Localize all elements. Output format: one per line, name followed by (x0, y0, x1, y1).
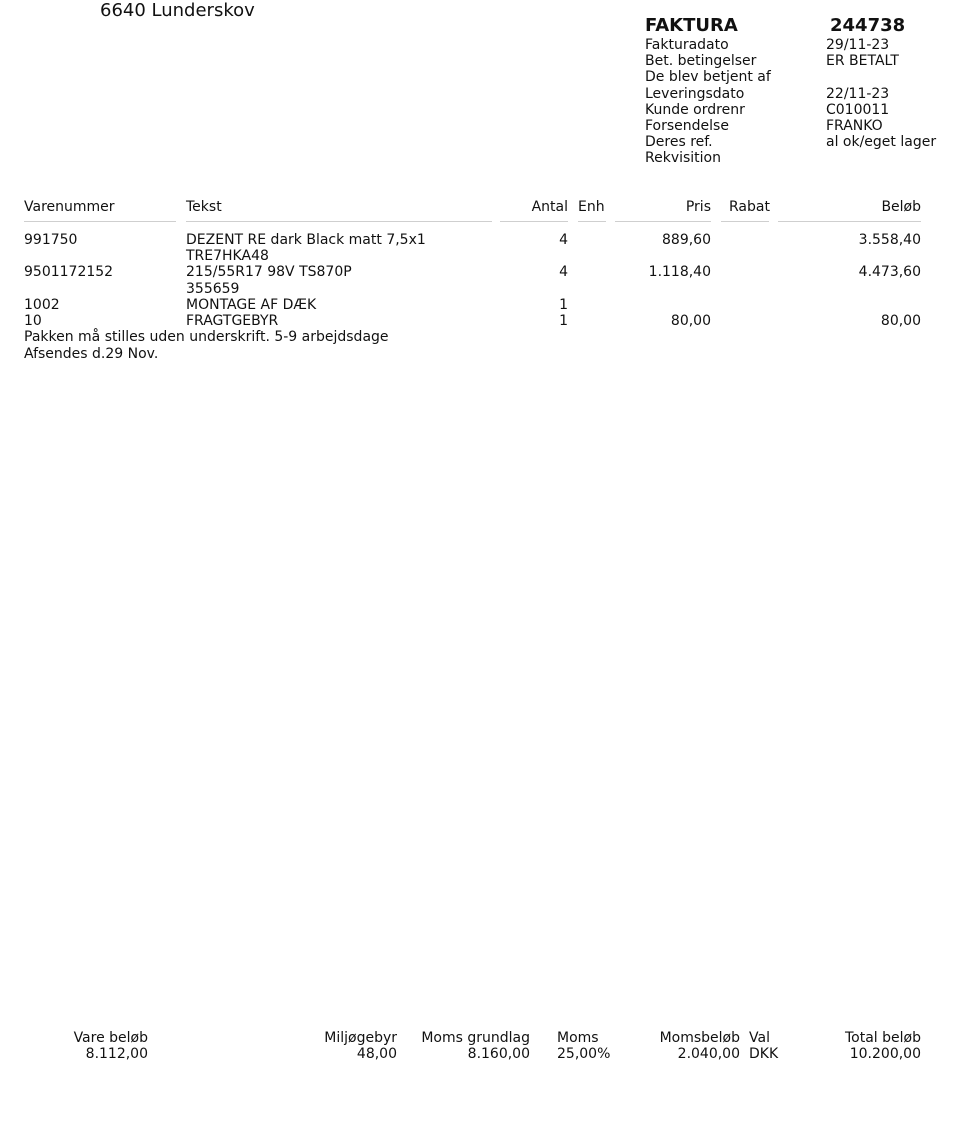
summary-val-label: Val (749, 1030, 770, 1046)
info-label-kunde-ordrenr: Kunde ordrenr (645, 102, 745, 118)
header-underline (721, 221, 769, 222)
row-2-tekst: 215/55R17 98V TS870P (186, 264, 352, 280)
summary-momsbelob-label: Momsbeløb (659, 1030, 740, 1046)
row-1-tekst-line2: TRE7HKA48 (186, 248, 269, 264)
info-value-leveringsdato: 22/11-23 (826, 86, 890, 102)
info-label-betjent-af: De blev betjent af (645, 69, 771, 85)
header-varenummer: Varenummer (24, 199, 115, 215)
invoice-title: FAKTURA (645, 15, 738, 36)
row-1-antal: 4 (559, 232, 568, 248)
info-label-leveringsdato: Leveringsdato (645, 86, 745, 102)
row-4-pris: 80,00 (670, 313, 711, 329)
header-underline (778, 221, 921, 222)
summary-momsbelob-value: 2.040,00 (677, 1046, 740, 1062)
header-enh: Enh (578, 199, 605, 215)
info-value-forsendelse: FRANKO (826, 118, 883, 134)
info-label-rekvisition: Rekvisition (645, 150, 721, 166)
summary-total-label: Total beløb (845, 1030, 921, 1046)
summary-moms-label: Moms (557, 1030, 599, 1046)
info-value-deres-ref: al ok/eget lager (826, 134, 937, 150)
address-city-line: 6640 Lunderskov (100, 0, 255, 21)
header-underline (578, 221, 606, 222)
row-3-tekst: MONTAGE AF DÆK (186, 297, 317, 313)
row-1-belob: 3.558,40 (858, 232, 921, 248)
info-label-forsendelse: Forsendelse (645, 118, 729, 134)
invoice-number: 244738 (830, 15, 906, 36)
row-4-antal: 1 (559, 313, 568, 329)
header-underline (186, 221, 492, 222)
summary-moms-value: 25,00% (557, 1046, 611, 1062)
info-label-deres-ref: Deres ref. (645, 134, 713, 150)
header-pris: Pris (685, 199, 711, 215)
summary-val-value: DKK (749, 1046, 779, 1062)
summary-miljogebyr-value: 48,00 (356, 1046, 397, 1062)
row-1-pris: 889,60 (662, 232, 711, 248)
row-2-antal: 4 (559, 264, 568, 280)
header-antal: Antal (531, 199, 568, 215)
row-4-varenummer: 10 (24, 313, 42, 329)
row-1-tekst: DEZENT RE dark Black matt 7,5x1 (186, 232, 426, 248)
row-2-belob: 4.473,60 (858, 264, 921, 280)
header-underline (24, 221, 176, 222)
info-value-bet-betingelser: ER BETALT (826, 53, 899, 69)
note-line-2: Afsendes d.29 Nov. (24, 346, 159, 362)
summary-moms-grundlag-label: Moms grundlag (421, 1030, 530, 1046)
header-belob: Beløb (881, 199, 921, 215)
info-label-fakturadato: Fakturadato (645, 37, 729, 53)
row-2-varenummer: 9501172152 (24, 264, 114, 280)
row-4-belob: 80,00 (880, 313, 921, 329)
row-2-pris: 1.118,40 (648, 264, 711, 280)
summary-moms-grundlag-value: 8.160,00 (467, 1046, 530, 1062)
row-1-varenummer: 991750 (24, 232, 78, 248)
info-label-bet-betingelser: Bet. betingelser (645, 53, 757, 69)
header-underline (500, 221, 568, 222)
summary-vare-belob-label: Vare beløb (73, 1030, 148, 1046)
summary-total-value: 10.200,00 (849, 1046, 921, 1062)
header-rabat: Rabat (729, 199, 770, 215)
header-underline (615, 221, 711, 222)
info-value-kunde-ordrenr: C010011 (826, 102, 890, 118)
row-3-antal: 1 (559, 297, 568, 313)
row-3-varenummer: 1002 (24, 297, 60, 313)
row-4-tekst: FRAGTGEBYR (186, 313, 279, 329)
summary-miljogebyr-label: Miljøgebyr (324, 1030, 397, 1046)
header-tekst: Tekst (186, 199, 222, 215)
row-2-tekst-line2: 355659 (186, 281, 240, 297)
note-line-1: Pakken må stilles uden underskrift. 5-9 arbejdsdage (24, 329, 389, 345)
info-value-fakturadato: 29/11-23 (826, 37, 890, 53)
summary-vare-belob-value: 8.112,00 (85, 1046, 148, 1062)
